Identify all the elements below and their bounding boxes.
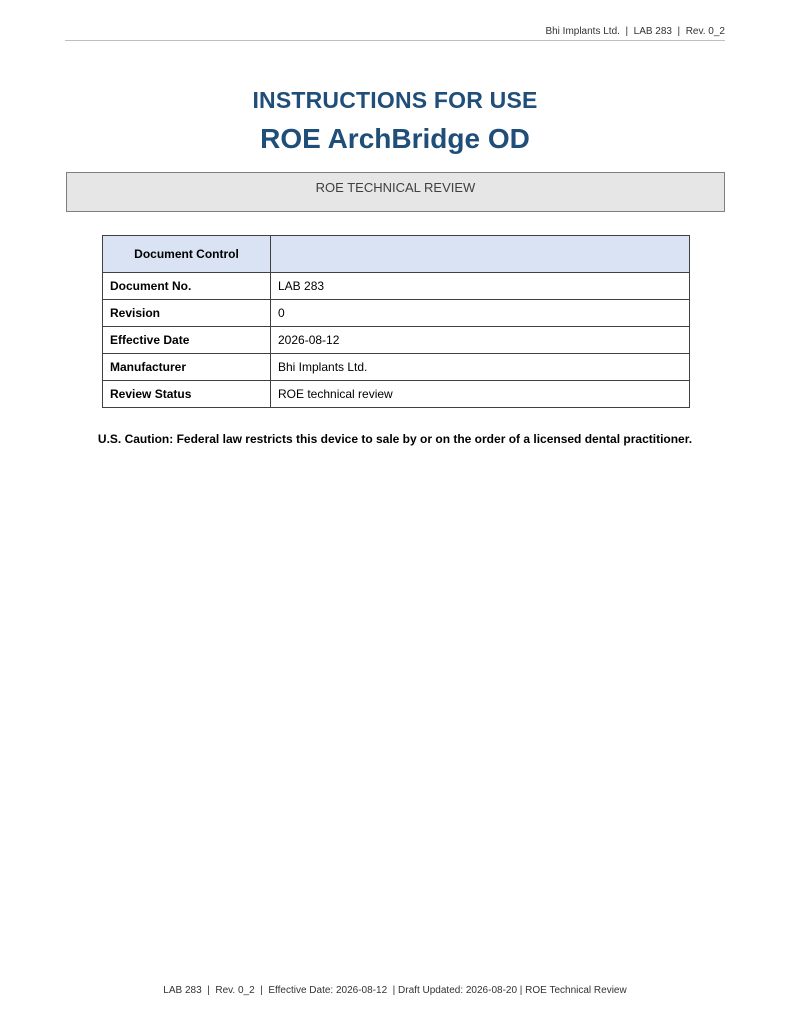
row-value: Bhi Implants Ltd. [271, 354, 690, 381]
table-heading-value [271, 236, 690, 273]
row-value: 0 [271, 300, 690, 327]
document-control-table [102, 235, 690, 408]
table-row [103, 327, 690, 354]
document-title: INSTRUCTIONS FOR USE [252, 87, 538, 113]
row-label: Effective Date [103, 327, 271, 354]
row-label: Revision [103, 300, 271, 327]
caution-statement: U.S. Caution: Federal law restricts this device to sale by or on the order of a licensed dental practitioner. [97, 432, 693, 446]
table-heading-label: Document Control [103, 236, 271, 273]
row-value: LAB 283 [271, 273, 690, 300]
table-row [103, 300, 690, 327]
footer-text: LAB 283 | Rev. 0_2 | Effective Date: 2026-08-12 | Draft Updated: 2026-08-20 | ROE Technical Review [163, 985, 627, 996]
review-banner: ROE TECHNICAL REVIEW [66, 172, 725, 212]
table-row [103, 273, 690, 300]
table-header-row [103, 236, 690, 273]
header-text: Bhi Implants Ltd. | LAB 283 | Rev. 0_2 [545, 26, 725, 37]
row-label: Document No. [103, 273, 271, 300]
title-block [65, 86, 725, 156]
table-row [103, 354, 690, 381]
row-label: Review Status [103, 381, 271, 408]
table-row [103, 381, 690, 408]
page-header [65, 26, 725, 41]
product-title: ROE ArchBridge OD [260, 123, 530, 154]
row-label: Manufacturer [103, 354, 271, 381]
page-footer [65, 985, 725, 996]
row-value: 2026-08-12 [271, 327, 690, 354]
row-value: ROE technical review [271, 381, 690, 408]
